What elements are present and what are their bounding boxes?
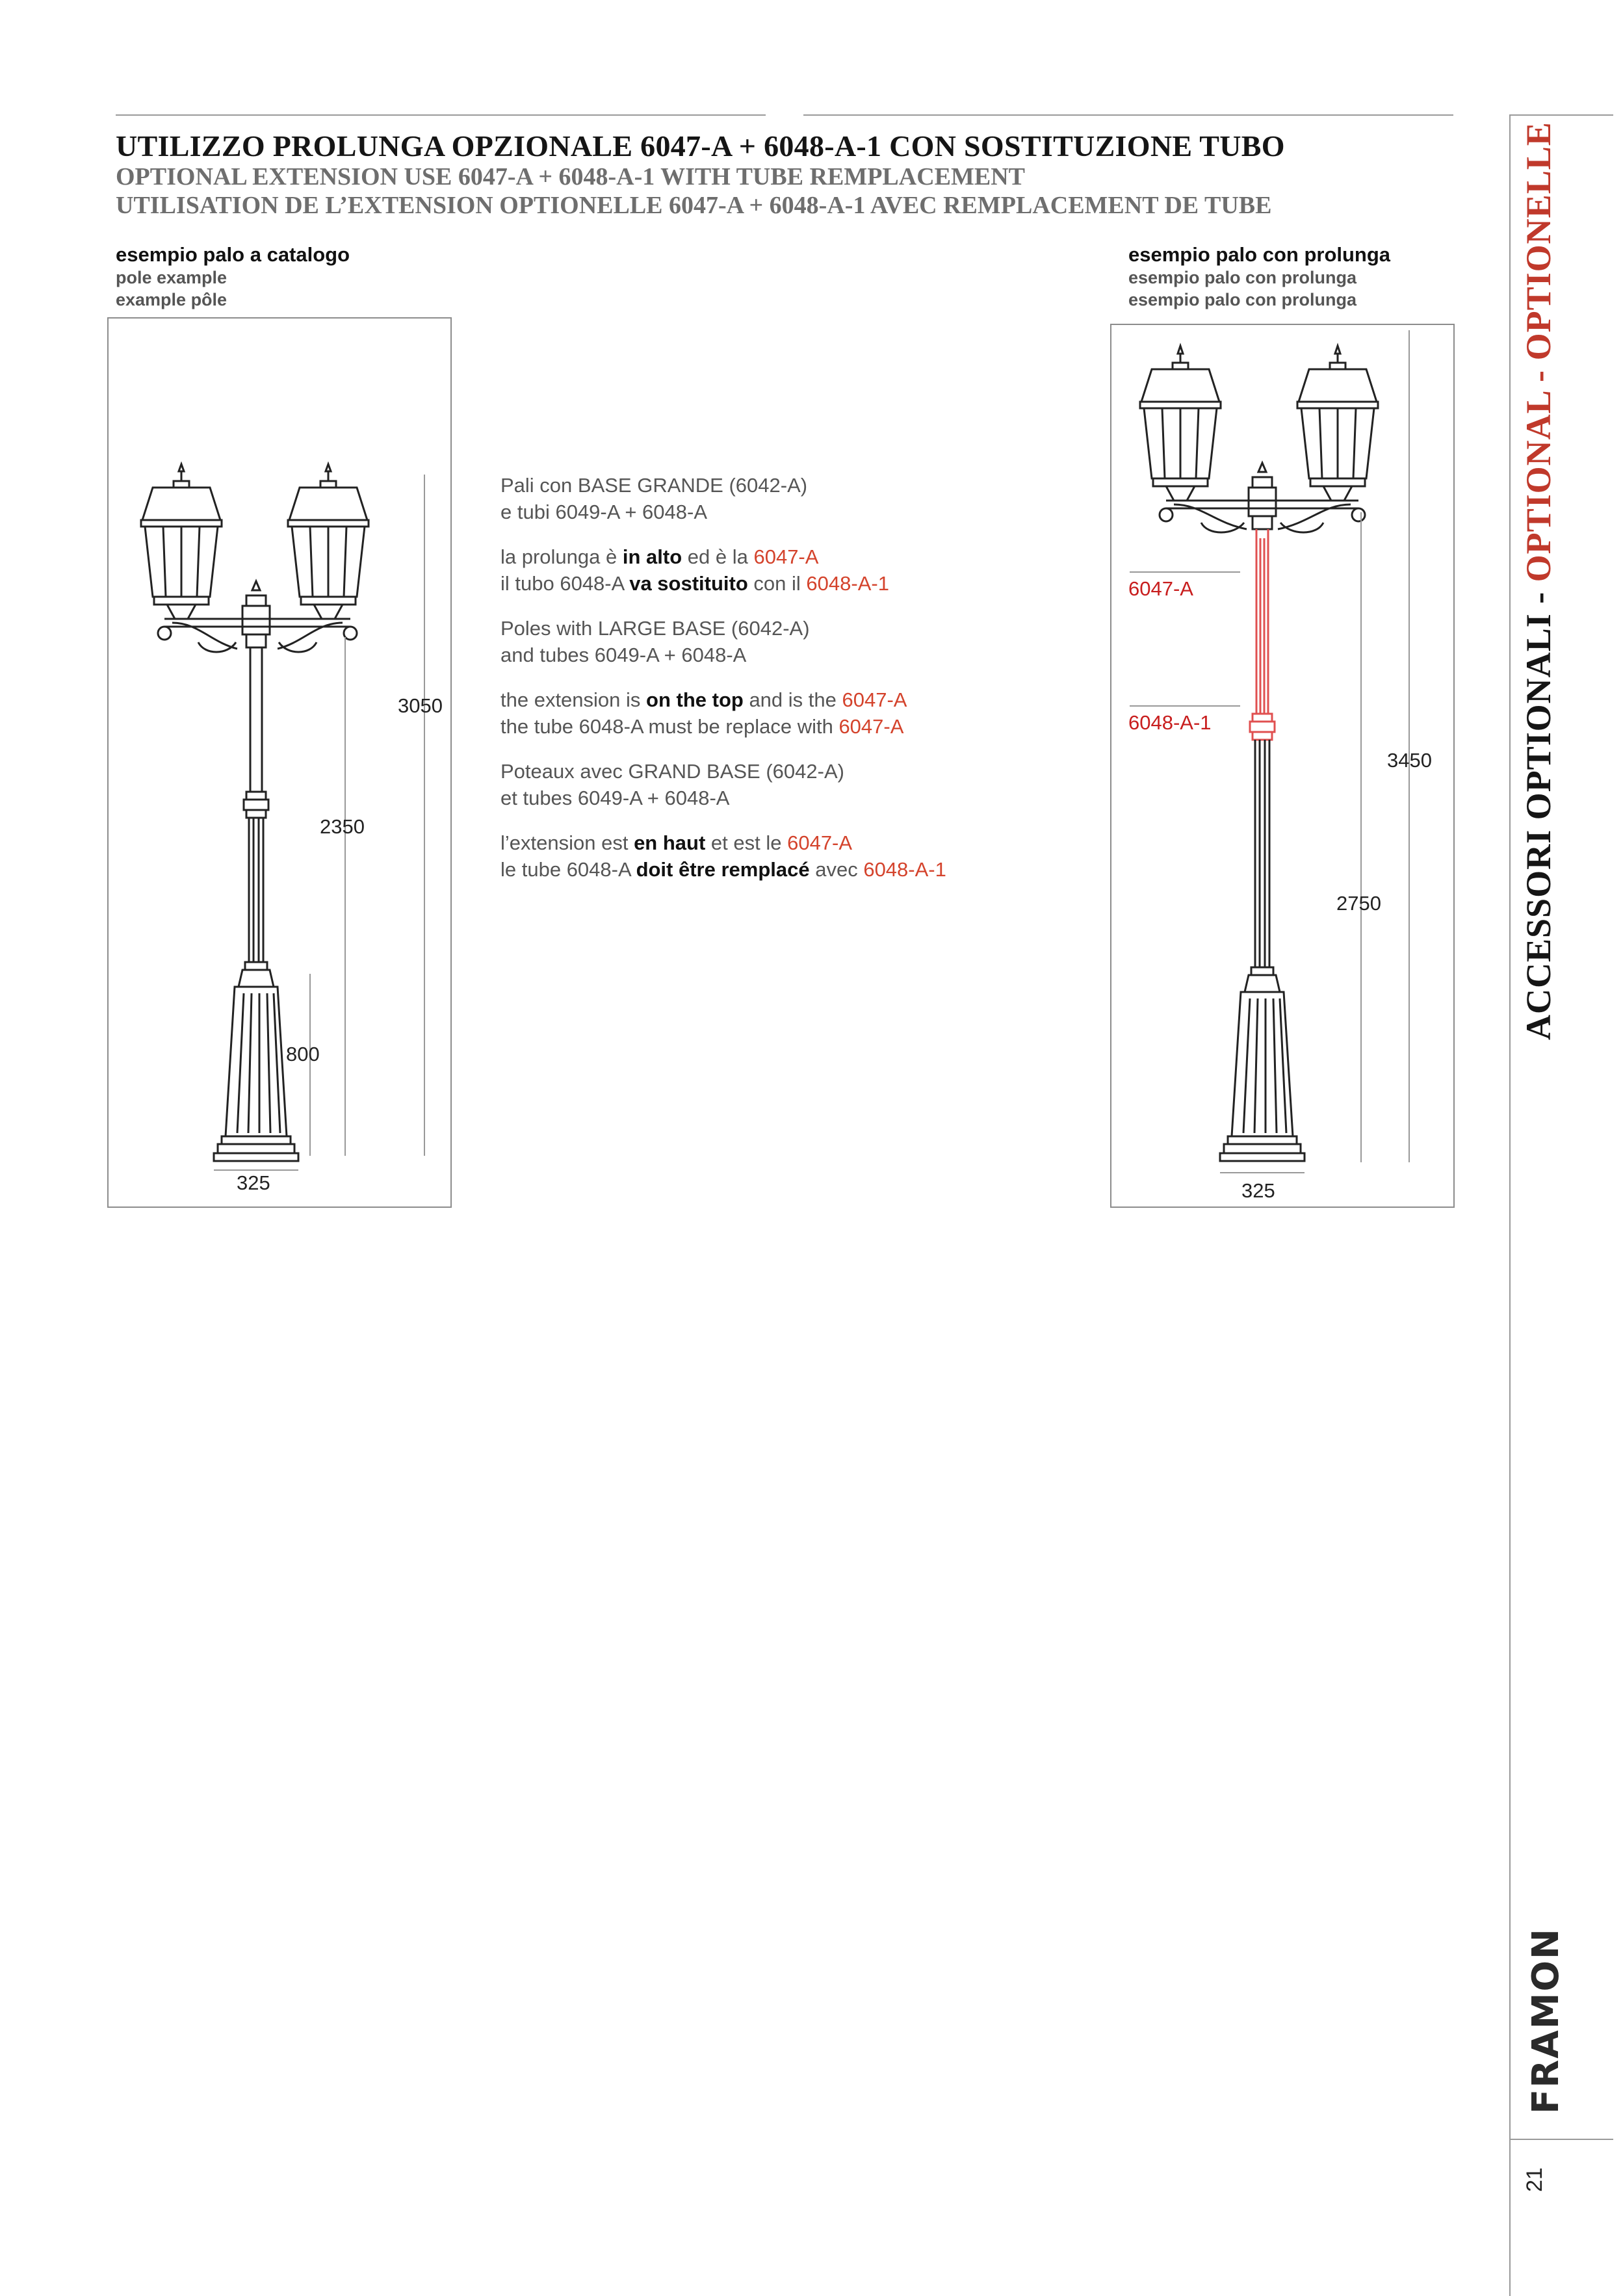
label-extension: 6047-A (1128, 577, 1193, 600)
header-rule-left (116, 114, 766, 116)
desc-en-1: Poles with LARGE BASE (6042-A) (500, 617, 810, 640)
desc-fr-3: l’extension est en haut et est le 6047-A (500, 831, 853, 854)
sidebar-rule-bottom (1509, 2139, 1613, 2140)
desc-it-1: Pali con BASE GRANDE (6042-A) (500, 474, 808, 497)
desc-en-4: the tube 6048-A must be replace with 6047-A (500, 715, 904, 738)
desc-it-2: e tubi 6049-A + 6048-A (500, 501, 707, 523)
page-subtitle-en: OPTIONAL EXTENSION USE 6047-A + 6048-A-1 WITH TUBE REMPLACEMENT (116, 163, 1026, 190)
description-block (500, 472, 946, 883)
header-rule-right (803, 114, 1453, 116)
desc-it-3: la prolunga è in alto ed è la 6047-A (500, 545, 819, 568)
sidebar-section-title: ACCESSORI OPTIONALI - OPTIONAL - OPTIONELLE (1519, 122, 1558, 1040)
left-caption-fr: example pôle (116, 290, 227, 309)
dim-right-arm: 2750 (1336, 892, 1381, 915)
label-tube: 6048-A-1 (1128, 711, 1212, 734)
desc-fr-4: le tube 6048-A doit être remplacé avec 6048-A-1 (500, 858, 946, 881)
left-caption-it: esempio palo a catalogo (116, 243, 350, 266)
dim-left-base: 800 (286, 1043, 320, 1065)
desc-it-4: il tubo 6048-A va sostituito con il 6048-A-1 (500, 572, 889, 595)
sidebar-rule-top (1509, 114, 1613, 116)
desc-en-3: the extension is on the top and is the 6047-A (500, 688, 907, 711)
page-number: 21 (1522, 2167, 1547, 2192)
left-caption-en: pole example (116, 268, 227, 287)
dim-left-width: 325 (237, 1171, 270, 1194)
right-caption-en: esempio palo con prolunga (1128, 268, 1357, 287)
left-pole-drawing (107, 317, 452, 1208)
desc-fr-1: Poteaux avec GRAND BASE (6042-A) (500, 760, 844, 783)
right-caption-it: esempio palo con prolunga (1128, 243, 1391, 266)
page-subtitle-fr: UTILISATION DE L’EXTENSION OPTIONELLE 6047-A + 6048-A-1 AVEC REMPLACEMENT DE TUBE (116, 192, 1272, 219)
page-title: UTILIZZO PROLUNGA OPZIONALE 6047-A + 6048-A-1 CON SOSTITUZIONE TUBO (116, 129, 1285, 163)
desc-en-2: and tubes 6049-A + 6048-A (500, 644, 747, 666)
dim-left-total: 3050 (398, 694, 443, 717)
desc-fr-2: et tubes 6049-A + 6048-A (500, 787, 730, 809)
dim-right-width: 325 (1241, 1179, 1275, 1202)
right-caption-fr: esempio palo con prolunga (1128, 290, 1357, 309)
dim-right-total: 3450 (1387, 749, 1432, 772)
dim-left-arm: 2350 (320, 815, 365, 838)
brand-logo: FRAMON (1525, 1927, 1567, 2114)
sidebar-divider (1509, 114, 1511, 2296)
